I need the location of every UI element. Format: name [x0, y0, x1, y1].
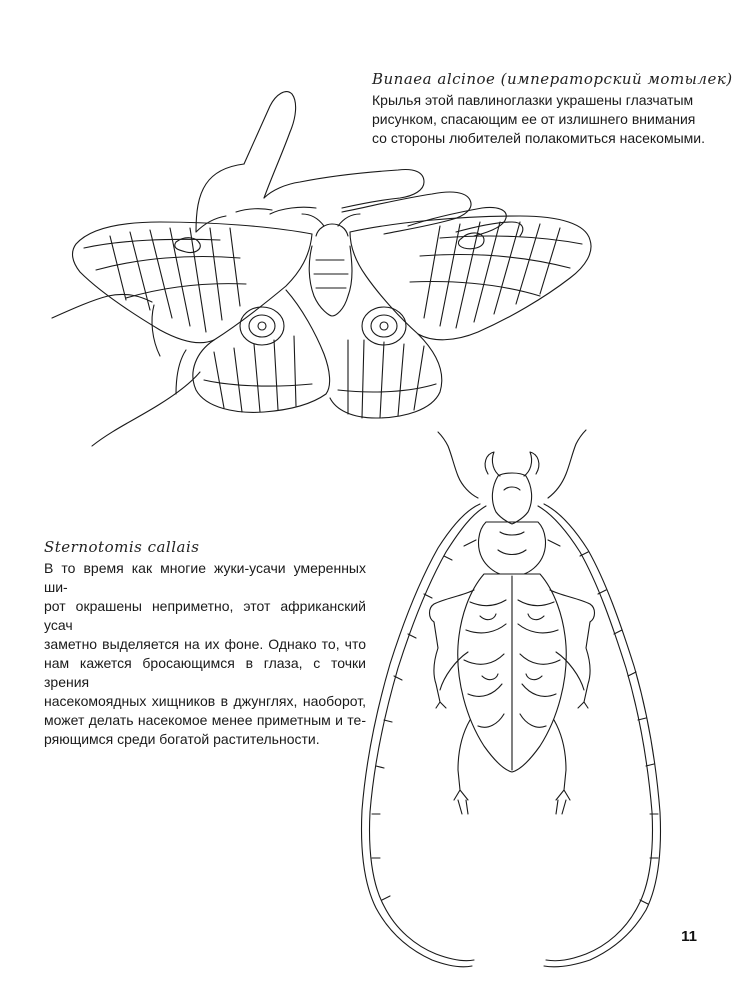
moth-caption-line: рисунком, спасающим ее от излишнего внимания	[372, 111, 696, 127]
beetle-caption-line: может делать насекомое менее приметным и те-	[44, 712, 366, 728]
moth-caption-line: Крылья этой павлиноглазки украшены глазчатым	[372, 92, 694, 108]
moth-caption-title: Bunaea alcinoe (императорский мотылек)	[372, 70, 733, 88]
beetle-caption-line: рот окрашены неприметно, этот африканский усач	[44, 598, 366, 633]
longhorn-beetle-drawing	[362, 430, 661, 967]
page-number: 11	[681, 928, 697, 945]
beetle-caption-body	[44, 559, 366, 749]
beetle-caption-line: В то время как многие жуки-усачи умеренных ши-	[44, 560, 366, 595]
beetle-caption-line: ряющимся среди богатой растительности.	[44, 731, 320, 747]
beetle-caption-line: нам кажется бросающимся в глаза, с точки зрения	[44, 655, 366, 690]
moth-caption-line: со стороны любителей полакомиться насекомыми.	[372, 130, 705, 146]
moth-caption-body	[372, 91, 705, 148]
beetle-caption-title: Sternotomis callais	[44, 538, 200, 556]
beetle-caption-line: заметно выделяется на их фоне. Однако то, что	[44, 636, 366, 652]
beetle-caption-line: насекомоядных хищников в джунглях, наоборот,	[44, 693, 366, 709]
